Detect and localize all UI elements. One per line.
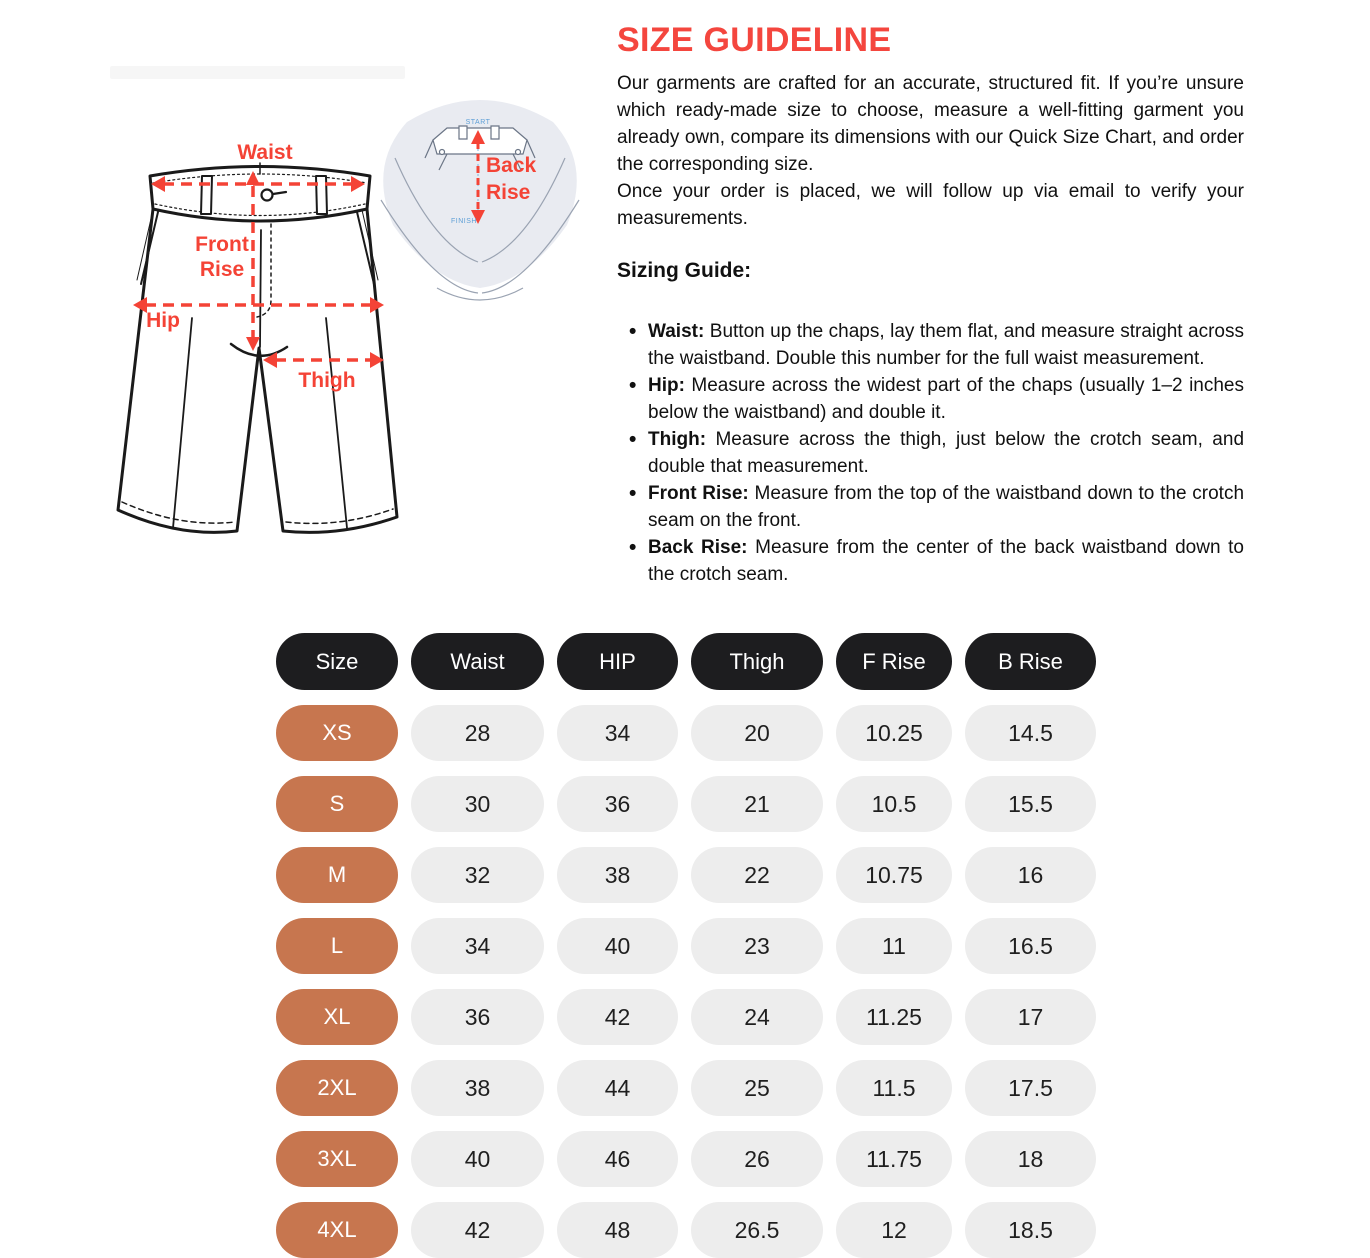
bullet-term: Front Rise: <box>648 483 749 504</box>
value-cell: 10.75 <box>836 847 952 903</box>
bullet-text: Button up the chaps, lay them flat, and measure straight across the waistband. Double this number for the full waist measurement. <box>648 321 1245 369</box>
value-cell: 11.25 <box>836 989 952 1045</box>
table-row <box>276 847 1096 903</box>
value-cell: 17 <box>965 989 1096 1045</box>
value-cell: 48 <box>557 1202 678 1258</box>
value-cell: 28 <box>411 705 544 761</box>
bullet-term: Hip: <box>648 375 685 396</box>
list-item <box>617 318 1244 372</box>
value-cell: 40 <box>557 918 678 974</box>
value-cell: 30 <box>411 776 544 832</box>
bullet-text: Measure from the top of the waistband down to the crotch seam on the front. <box>648 483 1245 531</box>
table-row <box>276 989 1096 1045</box>
list-item <box>617 480 1244 534</box>
value-cell: 10.25 <box>836 705 952 761</box>
table-row <box>276 1060 1096 1116</box>
value-cell: 22 <box>691 847 823 903</box>
list-item <box>617 372 1244 426</box>
size-cell: XL <box>276 989 398 1045</box>
size-cell: 3XL <box>276 1131 398 1187</box>
table-row <box>276 1131 1096 1187</box>
value-cell: 40 <box>411 1131 544 1187</box>
value-cell: 12 <box>836 1202 952 1258</box>
bullet-term: Back Rise: <box>648 537 748 558</box>
value-cell: 34 <box>557 705 678 761</box>
column-header-hip: HIP <box>557 633 678 690</box>
table-row <box>276 705 1096 761</box>
bullet-term: Waist: <box>648 321 705 342</box>
inset-start-label: START <box>465 119 491 126</box>
size-cell: 4XL <box>276 1202 398 1258</box>
hip-label: Hip <box>146 309 180 332</box>
sizing-guide-list <box>617 318 1244 588</box>
size-chart <box>276 633 1096 1258</box>
table-row <box>276 918 1096 974</box>
inset-finish-label: FINISH <box>451 218 477 225</box>
waist-label: Waist <box>237 141 293 164</box>
table-row <box>276 776 1096 832</box>
column-header-thigh: Thigh <box>691 633 823 690</box>
value-cell: 44 <box>557 1060 678 1116</box>
value-cell: 46 <box>557 1131 678 1187</box>
intro-paragraph-2: Once your order is placed, we will follow up via email to verify your measurements. <box>617 181 1244 229</box>
value-cell: 11.75 <box>836 1131 952 1187</box>
column-header-size: Size <box>276 633 398 690</box>
value-cell: 26.5 <box>691 1202 823 1258</box>
value-cell: 16.5 <box>965 918 1096 974</box>
thigh-label: Thigh <box>298 369 356 392</box>
value-cell: 25 <box>691 1060 823 1116</box>
sizing-guide-heading: Sizing Guide: <box>617 259 752 282</box>
value-cell: 34 <box>411 918 544 974</box>
value-cell: 18 <box>965 1131 1096 1187</box>
front-rise-label-line1: Front <box>195 233 249 256</box>
value-cell: 11.5 <box>836 1060 952 1116</box>
size-cell: S <box>276 776 398 832</box>
value-cell: 11 <box>836 918 952 974</box>
bullet-term: Thigh: <box>648 429 707 450</box>
list-item <box>617 534 1244 588</box>
value-cell: 20 <box>691 705 823 761</box>
bullet-text: Measure across the widest part of the chaps (usually 1–2 inches below the waistband) and double it. <box>648 375 1244 423</box>
value-cell: 38 <box>557 847 678 903</box>
intro-paragraph-1: Our garments are crafted for an accurate, structured fit. If you’re unsure which ready-made size to choose, measure a well-fitting garment you already own, compare its dimensions with our Quick Size Chart, and order the corresponding size. <box>617 73 1244 175</box>
size-cell: L <box>276 918 398 974</box>
value-cell: 21 <box>691 776 823 832</box>
value-cell: 36 <box>411 989 544 1045</box>
list-item <box>617 426 1244 480</box>
value-cell: 17.5 <box>965 1060 1096 1116</box>
value-cell: 16 <box>965 847 1096 903</box>
shorts-measurement-diagram <box>95 60 585 575</box>
value-cell: 36 <box>557 776 678 832</box>
value-cell: 32 <box>411 847 544 903</box>
table-row <box>276 1202 1096 1258</box>
value-cell: 18.5 <box>965 1202 1096 1258</box>
page-title: SIZE GUIDELINE <box>617 21 892 59</box>
column-header-waist: Waist <box>411 633 544 690</box>
size-cell: 2XL <box>276 1060 398 1116</box>
value-cell: 14.5 <box>965 705 1096 761</box>
bullet-text: Measure across the thigh, just below the crotch seam, and double that measurement. <box>648 429 1245 477</box>
value-cell: 10.5 <box>836 776 952 832</box>
size-cell: XS <box>276 705 398 761</box>
front-rise-label-line2: Rise <box>199 258 245 281</box>
value-cell: 26 <box>691 1131 823 1187</box>
shorts-outline <box>118 163 397 532</box>
column-header-b-rise: B Rise <box>965 633 1096 690</box>
bullet-text: Measure from the center of the back waistband down to the crotch seam. <box>648 537 1244 585</box>
value-cell: 15.5 <box>965 776 1096 832</box>
back-rise-inset <box>381 100 579 300</box>
value-cell: 42 <box>411 1202 544 1258</box>
value-cell: 42 <box>557 989 678 1045</box>
size-cell: M <box>276 847 398 903</box>
guideline-text-column <box>617 20 1244 588</box>
table-header-row <box>276 633 1096 690</box>
back-rise-label-line2: Rise <box>486 181 531 204</box>
back-rise-label-line1: Back <box>486 154 537 177</box>
column-header-f-rise: F Rise <box>836 633 952 690</box>
value-cell: 23 <box>691 918 823 974</box>
value-cell: 38 <box>411 1060 544 1116</box>
value-cell: 24 <box>691 989 823 1045</box>
